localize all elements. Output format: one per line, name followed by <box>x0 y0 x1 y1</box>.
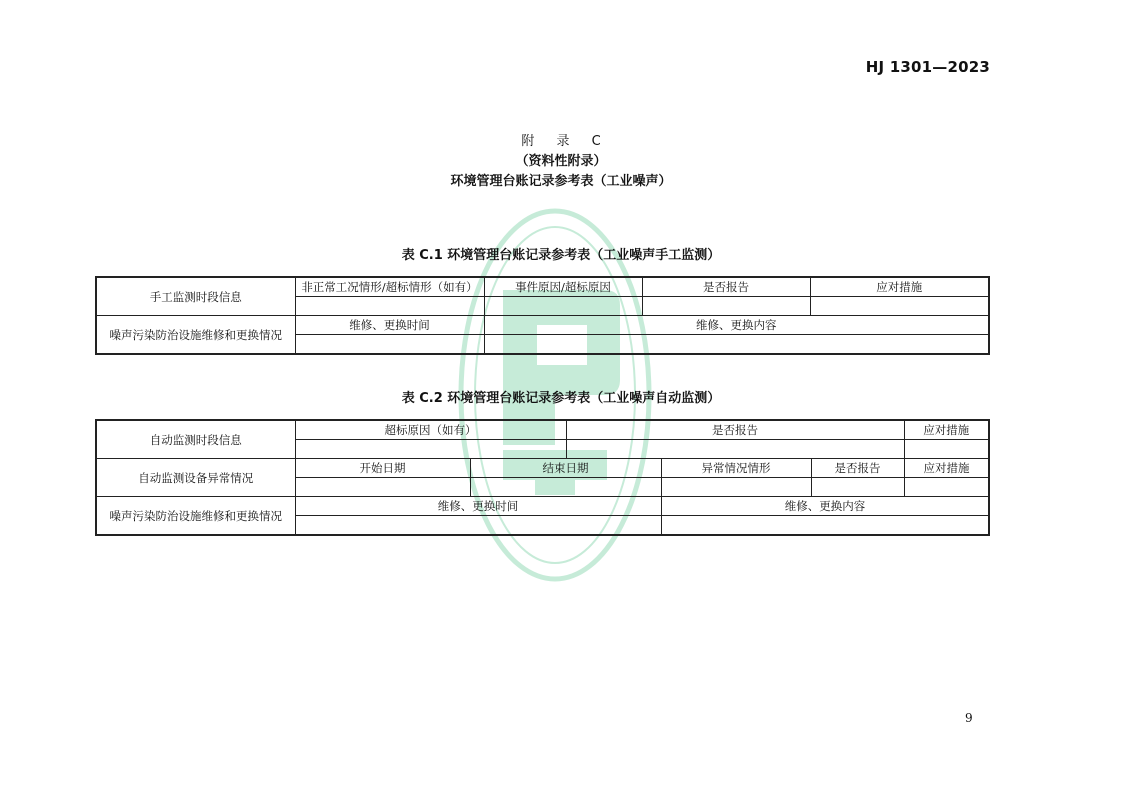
header-maintenance-content: 维修、更换内容 <box>484 316 989 335</box>
header-response: 应对措施 <box>904 420 989 440</box>
header-reported: 是否报告 <box>642 277 810 297</box>
header-response: 应对措施 <box>904 459 989 478</box>
empty-cell <box>484 297 642 316</box>
header-start-date: 开始日期 <box>295 459 470 478</box>
empty-cell <box>295 478 470 497</box>
header-exceed-cause: 超标原因（如有） <box>295 420 566 440</box>
row-label-device-abnormal: 自动监测设备异常情况 <box>96 459 295 497</box>
row-label-facility-maintenance: 噪声污染防治设施维修和更换情况 <box>96 316 295 355</box>
empty-cell <box>484 335 989 355</box>
header-event-cause: 事件原因/超标原因 <box>484 277 642 297</box>
row-label-facility-maintenance: 噪声污染防治设施维修和更换情况 <box>96 497 295 536</box>
empty-cell <box>904 440 989 459</box>
empty-cell <box>810 297 989 316</box>
row-label-manual-period: 手工监测时段信息 <box>96 277 295 316</box>
empty-cell <box>295 516 661 536</box>
empty-cell <box>470 478 661 497</box>
empty-cell <box>295 297 484 316</box>
appendix-subtitle: （资料性附录） <box>515 154 607 169</box>
appendix-title: 附 录 C <box>521 134 610 149</box>
header-reported: 是否报告 <box>811 459 904 478</box>
appendix-heading <box>0 132 1122 192</box>
empty-cell <box>661 516 989 536</box>
header-maintenance-content: 维修、更换内容 <box>661 497 989 516</box>
table-c1 <box>95 276 990 355</box>
header-abnormal-condition: 非正常工况情形/超标情形（如有） <box>295 277 484 297</box>
table-c2 <box>95 419 990 536</box>
table-c1-caption: 表 C.1 环境管理台账记录参考表（工业噪声手工监测） <box>401 248 721 263</box>
header-maintenance-time: 维修、更换时间 <box>295 316 484 335</box>
empty-cell <box>295 440 566 459</box>
header-maintenance-time: 维修、更换时间 <box>295 497 661 516</box>
empty-cell <box>566 440 904 459</box>
empty-cell <box>642 297 810 316</box>
appendix-name: 环境管理台账记录参考表（工业噪声） <box>450 174 672 189</box>
header-end-date: 结束日期 <box>470 459 661 478</box>
header-abnormal-situation: 异常情况情形 <box>661 459 811 478</box>
page-number: 9 <box>965 711 973 725</box>
empty-cell <box>811 478 904 497</box>
row-label-auto-period: 自动监测时段信息 <box>96 420 295 459</box>
header-reported: 是否报告 <box>566 420 904 440</box>
empty-cell <box>295 335 484 355</box>
header-response: 应对措施 <box>810 277 989 297</box>
standard-code: HJ 1301—2023 <box>865 58 990 76</box>
table-c2-caption: 表 C.2 环境管理台账记录参考表（工业噪声自动监测） <box>401 391 721 406</box>
empty-cell <box>904 478 989 497</box>
empty-cell <box>661 478 811 497</box>
